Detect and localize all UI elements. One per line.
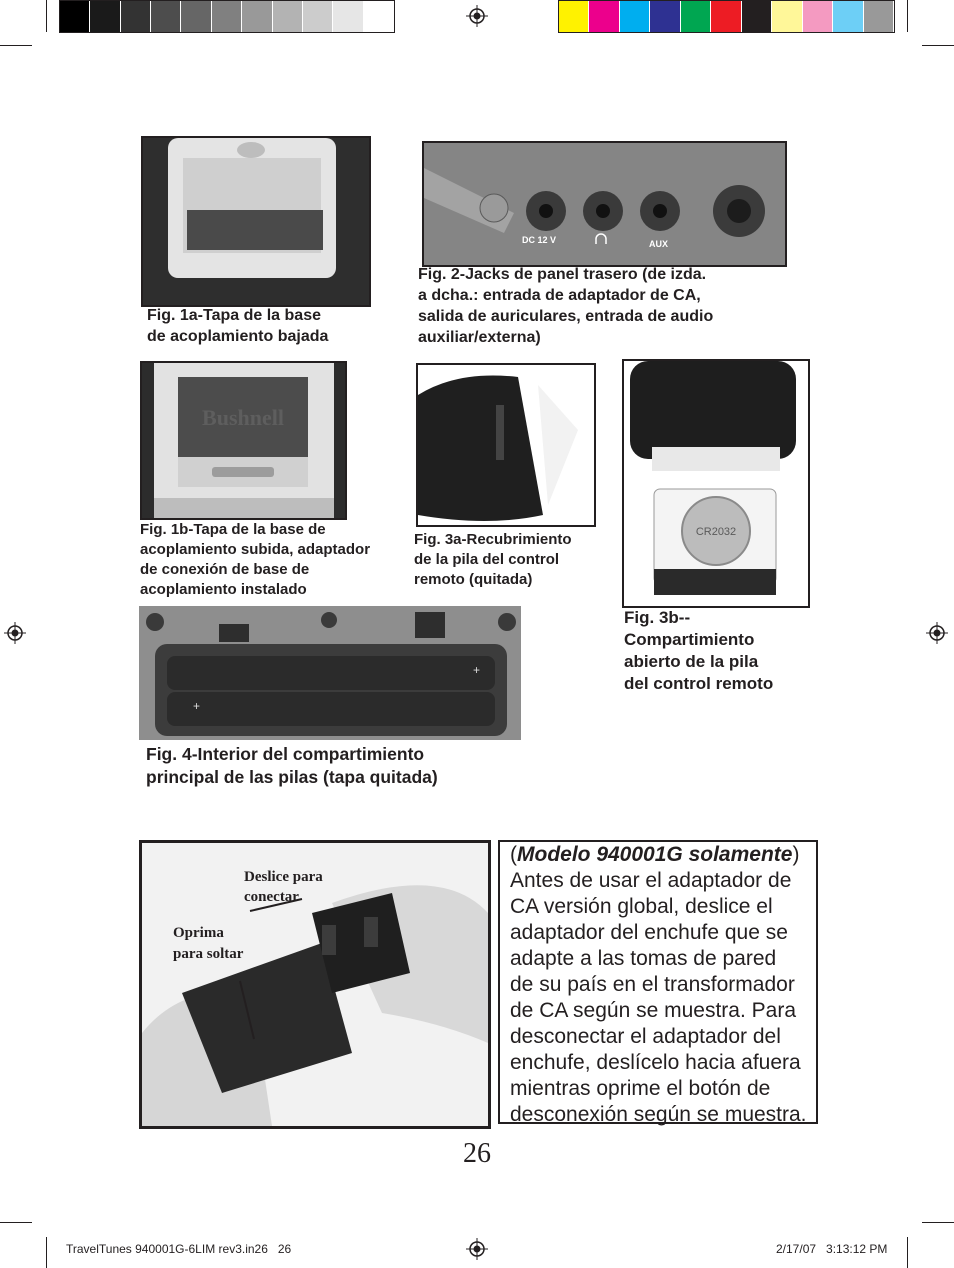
- caption-line: principal de las pilas (tapa quitada): [146, 767, 438, 787]
- caption-line: Fig. 1b-Tapa de la base de: [140, 521, 326, 538]
- rear-panel-jacks-image: [424, 143, 785, 265]
- model-note: [510, 842, 816, 868]
- paragraph-line: desconectar el adaptador del: [510, 1025, 781, 1048]
- fig4-caption: [146, 743, 438, 789]
- color-swatch: [181, 1, 210, 32]
- caption-line: a dcha.: entrada de adaptador de CA,: [418, 287, 701, 304]
- crop-mark: [922, 1222, 954, 1223]
- color-swatch: [559, 1, 588, 32]
- fig3a-caption: [414, 530, 572, 590]
- paragraph-line: desconexión según se muestra.: [510, 1103, 807, 1126]
- registration-mark-icon: [926, 622, 948, 644]
- caption-line: de la pila del control: [414, 551, 560, 568]
- color-swatch: [364, 1, 393, 32]
- open-paren: (: [510, 843, 517, 866]
- caption-line: Fig. 3b--: [624, 608, 691, 627]
- color-swatch: [742, 1, 771, 32]
- crop-mark: [46, 0, 47, 32]
- close-paren: ): [792, 843, 800, 866]
- jack-aux-label: AUX: [649, 239, 669, 249]
- caption-line: acoplamiento instalado: [140, 581, 307, 598]
- color-swatch: [60, 1, 89, 32]
- jack-dc-label: DC 12 V: [522, 235, 557, 245]
- color-swatch: [772, 1, 801, 32]
- paragraph-line: enchufe, deslícelo hacia afuera: [510, 1051, 801, 1074]
- color-swatch: [650, 1, 679, 32]
- registration-mark-icon: [466, 5, 488, 27]
- caption-line: de conexión de base de: [140, 561, 310, 578]
- fig1a-caption: [147, 305, 328, 347]
- crop-mark: [922, 45, 954, 46]
- caption-line: abierto de la pila: [624, 652, 759, 671]
- fig1a-photo: [141, 136, 371, 307]
- polarity-plus-label: +: [193, 699, 201, 713]
- caption-line: del control remoto: [624, 674, 774, 693]
- paragraph-line: de CA según se muestra. Para: [510, 999, 796, 1022]
- caption-line: salida de auriculares, entrada de audio: [418, 308, 714, 325]
- color-swatch: [242, 1, 271, 32]
- fig2-photo: [422, 141, 787, 267]
- slug-date-info: 2/17/07 3:13:12 PM: [776, 1242, 888, 1256]
- brand-logo: Bushnell: [202, 405, 284, 430]
- crop-mark: [907, 0, 908, 32]
- dock-cover-raised-image: [142, 363, 345, 518]
- fig2-caption: [418, 264, 713, 348]
- polarity-plus-label: +: [473, 663, 481, 677]
- color-swatch: [803, 1, 832, 32]
- fig4-photo: [139, 606, 521, 740]
- press-label-line1: Oprima: [173, 925, 224, 941]
- press-label-line2: para soltar: [173, 946, 244, 962]
- slide-label-line1: Deslice para: [244, 869, 323, 885]
- color-swatch: [864, 1, 893, 32]
- color-swatch: [121, 1, 150, 32]
- plug-adapter-image: [142, 843, 488, 1126]
- paragraph-line: Antes de usar el adaptador de: [510, 869, 792, 892]
- caption-line: Fig. 4-Interior del compartimiento: [146, 744, 425, 764]
- color-swatch: [151, 1, 180, 32]
- crop-mark: [907, 1237, 908, 1268]
- color-swatch: [620, 1, 649, 32]
- caption-line: Compartimiento: [624, 630, 755, 649]
- color-swatch: [333, 1, 362, 32]
- paragraph-line: adaptador del enchufe que se: [510, 921, 788, 944]
- color-swatch: [90, 1, 119, 32]
- registration-mark-icon: [466, 1238, 488, 1260]
- paragraph-line: CA versión global, deslice el: [510, 895, 773, 918]
- crop-mark: [0, 1222, 32, 1223]
- remote-cover-removed-image: [418, 365, 594, 525]
- main-battery-compartment-image: [139, 606, 521, 740]
- coin-cell-label: CR2032: [695, 526, 737, 538]
- slide-label-line2: conectar: [244, 889, 299, 905]
- page-number: 26: [463, 1138, 491, 1169]
- caption-line: acoplamiento subida, adaptador: [140, 541, 371, 558]
- fig1b-photo: [140, 361, 347, 520]
- color-swatch: [303, 1, 332, 32]
- color-swatch: [833, 1, 862, 32]
- color-swatch: [212, 1, 241, 32]
- adapter-photo: [139, 840, 491, 1129]
- paragraph-line: adapte a las tomas de pared: [510, 947, 777, 970]
- process-color-bar: [558, 0, 895, 33]
- caption-line: Fig. 2-Jacks de panel trasero (de izda.: [418, 266, 707, 283]
- model-name: Modelo 940001G solamente: [517, 843, 793, 866]
- fig3b-photo: [622, 359, 810, 608]
- fig3a-photo: [416, 363, 596, 527]
- crop-mark: [0, 45, 32, 46]
- caption-line: remoto (quitada): [414, 571, 533, 588]
- fig3b-caption: [624, 607, 773, 695]
- color-swatch: [273, 1, 302, 32]
- caption-line: Fig. 1a-Tapa de la base: [147, 307, 321, 324]
- crop-mark: [46, 1237, 47, 1268]
- dock-cover-lowered-image: [143, 138, 369, 305]
- grayscale-color-bar: [59, 0, 395, 33]
- registration-mark-icon: [4, 622, 26, 644]
- caption-line: auxiliar/externa): [418, 329, 541, 346]
- fig1b-caption: [140, 520, 370, 600]
- paragraph-line: mientras oprime el botón de: [510, 1077, 771, 1100]
- adapter-instructions-box: [498, 840, 818, 1124]
- color-swatch: [681, 1, 710, 32]
- caption-line: Fig. 3a-Recubrimiento: [414, 531, 572, 548]
- color-swatch: [711, 1, 740, 32]
- paragraph-line: de su país en el transformador: [510, 973, 795, 996]
- remote-battery-compartment-image: [624, 361, 808, 606]
- color-swatch: [589, 1, 618, 32]
- caption-line: de acoplamiento bajada: [147, 328, 329, 345]
- slug-file-info: TravelTunes 940001G-6LIM rev3.in26 26: [66, 1242, 292, 1256]
